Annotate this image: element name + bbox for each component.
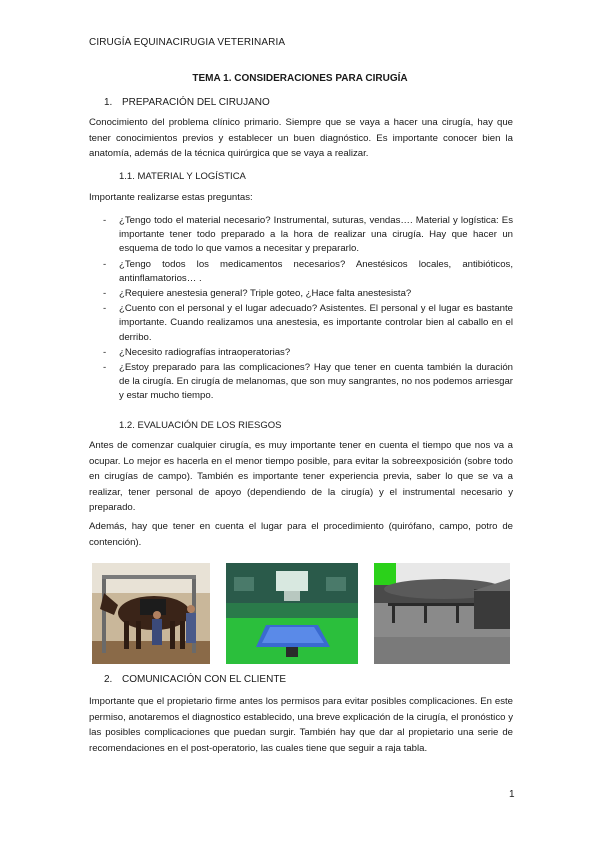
field-paddock-photo (374, 563, 510, 664)
section-2-paragraph: Importante que el propietario firme antes los permisos para evitar posibles complicaciones. En este permiso, anotaremos el diagnostico establecido, una breve explicación de la cirugía, el pronóstico y las posibles complicaciones que puedan surgir. También hay que dar al propietario una serie de recomendaciones en el post-operatorio, las cuales tiene que seguir a raja tabla. (89, 696, 513, 754)
section-1-1-intro: Importante realizarse estas preguntas: (89, 192, 253, 203)
question-list (89, 214, 513, 405)
list-item: - ¿Estoy preparado para las complicaciones? Hay que tener en cuenta también la duración de la cirugía. En cirugía de melanomas, que son muy sangrantes, no nos podemos arriesgar y estar mucho tiempo. (103, 362, 513, 402)
section-1-number: 1. (104, 97, 113, 108)
list-item: - ¿Tengo todos los medicamentos necesarios? Anestésicos locales, antibióticos, antinflamatorios… . (103, 258, 513, 284)
page-title: TEMA 1. CONSIDERACIONES PARA CIRUGÍA (192, 73, 408, 84)
horse-in-stocks-photo (92, 563, 210, 664)
page-number: 1 (509, 789, 515, 800)
section-1-paragraph: Conocimiento del problema clínico primario. Siempre que se vaya a hacer una cirugía, hay que tener conocimientos previos y establecer un buen diagnóstico. Es importante conocer bien la anatomía, además de la técnica quirúrgica que se vaya a realizar. (89, 117, 513, 159)
section-1-heading (104, 97, 270, 108)
list-item: - ¿Requiere anestesia general? Triple goteo, ¿Hace falta anestesista? (103, 288, 412, 300)
list-item: - ¿Necesito radiografías intraoperatorias? (103, 346, 291, 358)
section-2-number: 2. (104, 674, 113, 685)
section-1-2-paragraph-2: Además, hay que tener en cuenta el lugar para el procedimiento (quirófano, campo, potro de contención). (89, 521, 513, 548)
section-1-1-heading: 1.1. MATERIAL Y LOGÍSTICA (119, 171, 246, 182)
list-item: - ¿Cuento con el personal y el lugar adecuado? Asistentes. El personal y el lugar es bastante importante. Cuando realizamos una anestesia, es importante controlar bien al caballo en el derribo. (103, 303, 513, 343)
list-item: - ¿Tengo todo el material necesario? Instrumental, suturas, vendas…. Material y logística: Es importante tener todo preparado a la hora de realizar una cirugía. Hay que hacer un esquema de todo lo que vamos a necesitar y prepararlo. (103, 215, 513, 255)
operating-room-photo (226, 563, 358, 664)
section-1-title: PREPARACIÓN DEL CIRUJANO (122, 97, 270, 108)
section-1-2-paragraph-1: Antes de comenzar cualquier cirugía, es muy importante tener en cuenta el tiempo que nos va a ocupar. Lo mejor es hacerla en el menor tiempo posible, para evitar la sobreexposición (sobre todo en cirugías de campo). También es importante tener experiencia previa, saber lo que se va a realizar, tener personal de apoyo (dependiendo de la cirugía) y el instrumental necesario y preparado. (89, 440, 513, 513)
section-2-heading (104, 674, 286, 685)
section-1-2-heading: 1.2. EVALUACIÓN DE LOS RIESGOS (119, 420, 282, 431)
running-header: CIRUGÍA EQUINACIRUGIA VETERINARIA (89, 37, 286, 48)
section-2-title: COMUNICACIÓN CON EL CLIENTE (122, 674, 287, 685)
